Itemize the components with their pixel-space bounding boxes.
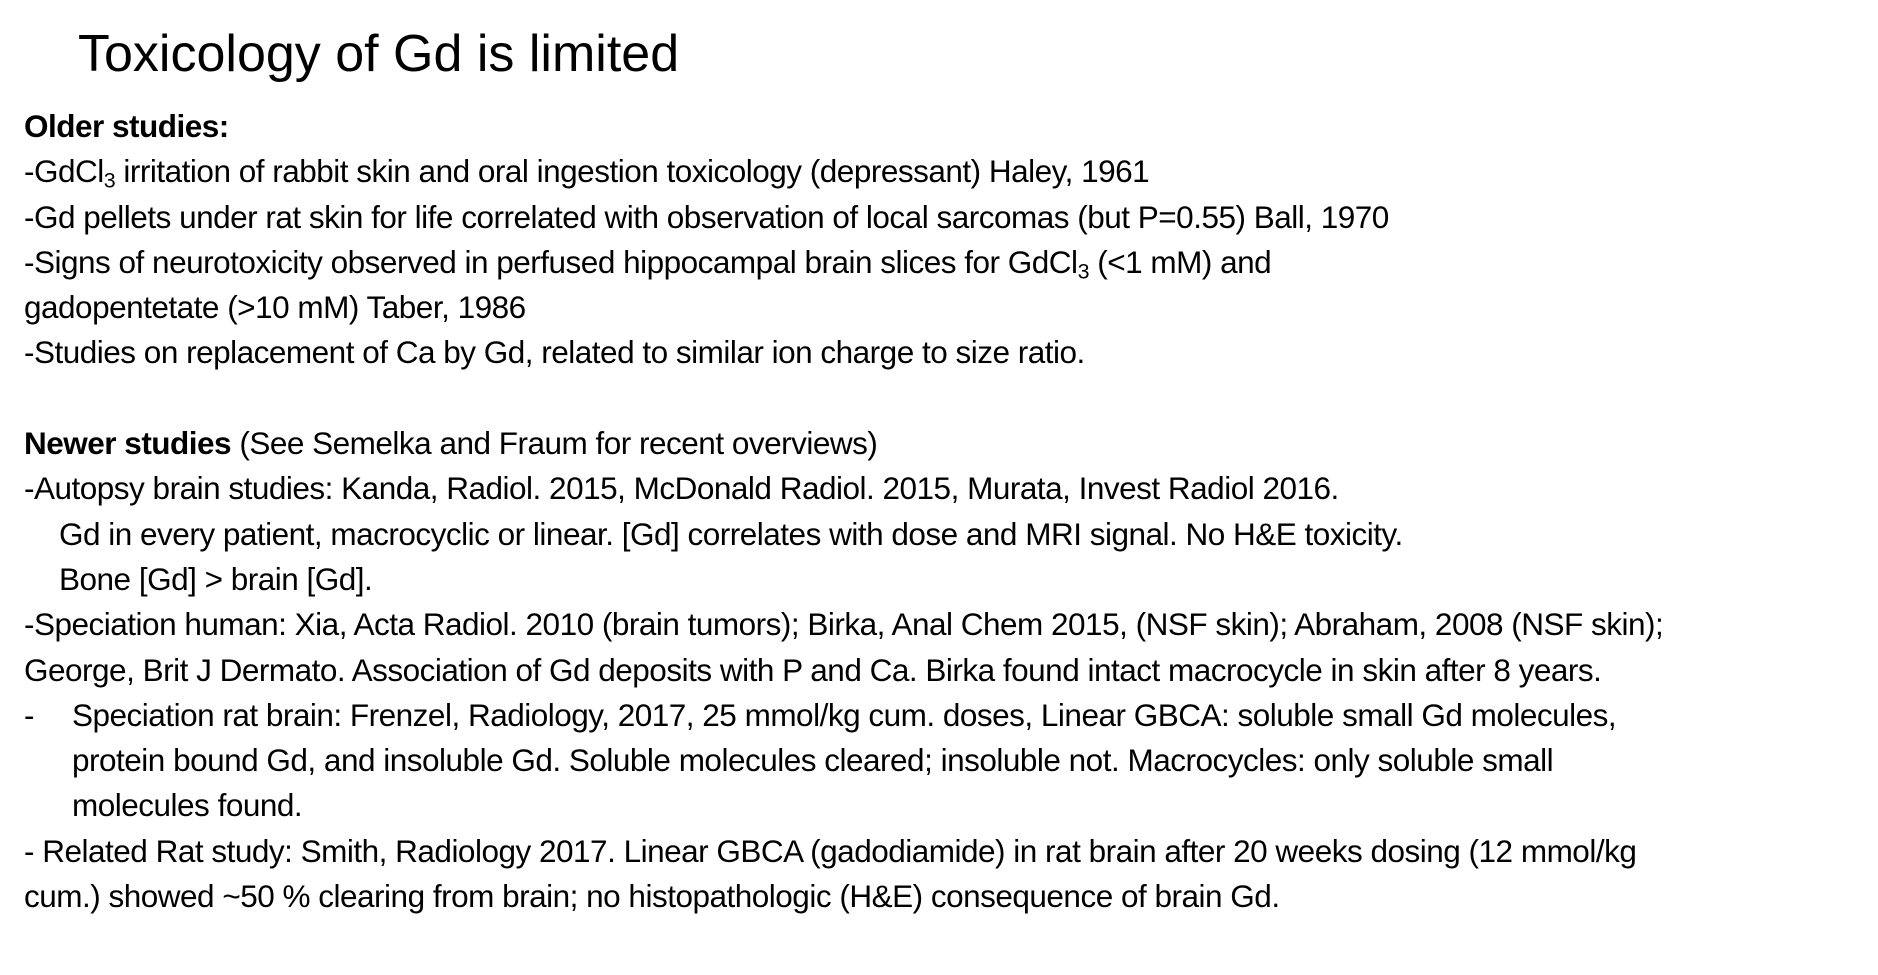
autopsy-item-bone: Bone [Gd] > brain [Gd]. (59, 560, 373, 597)
newer-studies-note: (See Semelka and Fraum for recent overviews) (231, 425, 878, 462)
speciation-rat-line-2: protein bound Gd, and insoluble Gd. Soluble molecules cleared; insoluble not. Macrocycles: only soluble small (72, 742, 1554, 779)
older-item3-subscript: 3 (1077, 259, 1089, 284)
speciation-rat-line-3: molecules found. (72, 787, 303, 824)
speciation-rat-item (24, 693, 1864, 829)
older-item3-pre: -Signs of neurotoxicity observed in perfused hippocampal brain slices for GdCl (24, 243, 1078, 280)
older-item1-post: irritation of rabbit skin and oral ingestion toxicology (depressant) Haley, 1961 (115, 153, 1150, 190)
older-item3-post: (<1 mM) and (1088, 243, 1272, 280)
speciation-rat-line-1: Speciation rat brain: Frenzel, Radiology, 2017, 25 mmol/kg cum. doses, Linear GBCA: soluble small Gd molecules, (72, 696, 1617, 733)
speciation-human-item-continued: George, Brit J Dermato. Association of Gd deposits with P and Ca. Birka found intact macrocycle in skin after 8 years. (24, 651, 1602, 688)
autopsy-item-detail: Gd in every patient, macrocyclic or linear. [Gd] correlates with dose and MRI signal. No H&E toxicity. (59, 515, 1403, 552)
autopsy-item: -Autopsy brain studies: Kanda, Radiol. 2015, McDonald Radiol. 2015, Murata, Invest Radiol 2016. (24, 470, 1339, 507)
older-item1-subscript: 3 (103, 168, 116, 193)
slide-body (24, 104, 1864, 919)
slide-title: Toxicology of Gd is limited (78, 25, 680, 83)
related-rat-item-continued: cum.) showed ~50 % clearing from brain; no histopathologic (H&E) consequence of brain Gd. (24, 878, 1280, 915)
section-spacer (24, 376, 1864, 421)
older-item-neurotoxicity (24, 240, 1864, 285)
older-item1-pre: -GdCl (24, 153, 104, 190)
speciation-human-item: -Speciation human: Xia, Acta Radiol. 2010 (brain tumors); Birka, Anal Chem 2015, (NSF skin); Abraham, 2008 (NSF skin); (24, 606, 1664, 643)
older-item-gdcl3-irritation (24, 149, 1864, 194)
older-item-ca-replacement: -Studies on replacement of Ca by Gd, related to similar ion charge to size ratio. (24, 334, 1085, 371)
older-item-neurotoxicity-continued: gadopentetate (>10 mM) Taber, 1986 (24, 289, 526, 326)
older-studies-heading: Older studies: (24, 108, 229, 144)
older-item-gd-pellets: -Gd pellets under rat skin for life correlated with observation of local sarcomas (but P=0.55) Ball, 1970 (24, 198, 1389, 235)
newer-studies-heading-line (24, 421, 1864, 466)
speciation-rat-text (72, 693, 1864, 829)
bullet-dash: - (24, 696, 34, 733)
related-rat-item: - Related Rat study: Smith, Radiology 2017. Linear GBCA (gadodiamide) in rat brain after 20 weeks dosing (12 mmol/kg (24, 832, 1637, 869)
newer-studies-heading: Newer studies (24, 425, 232, 462)
